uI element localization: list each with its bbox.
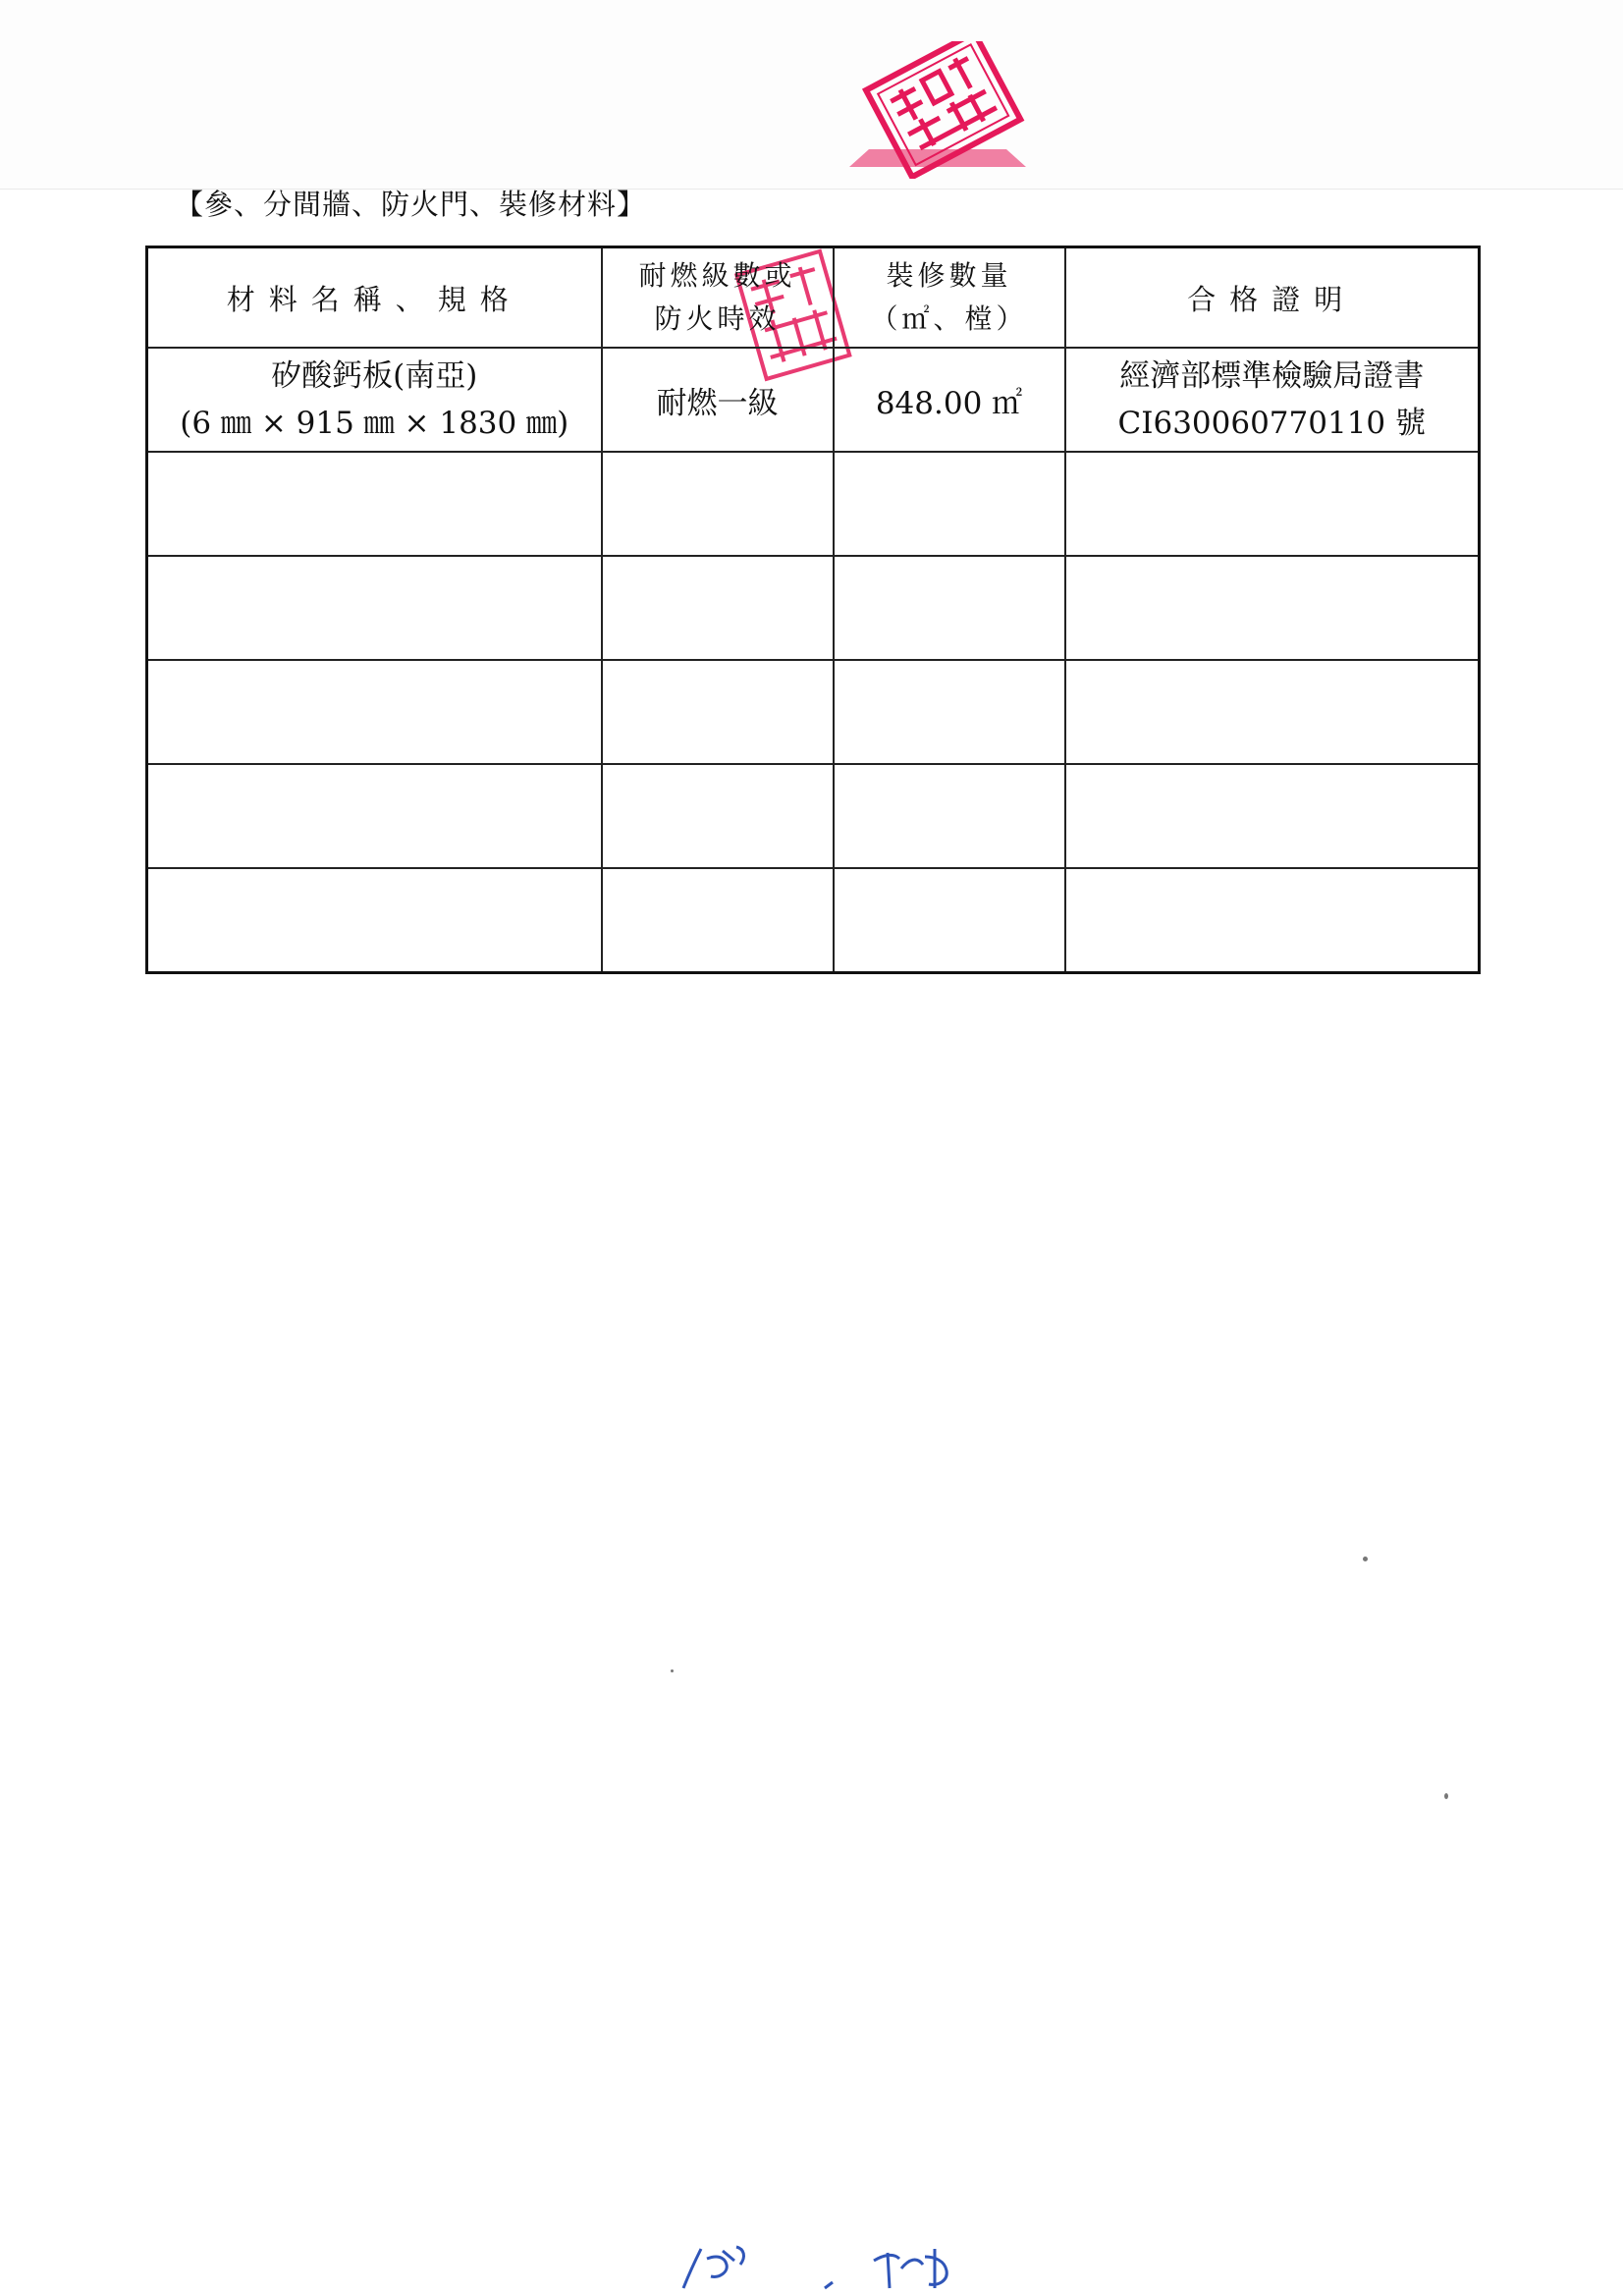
- handwritten-signature: [677, 2239, 1011, 2296]
- table-row: [147, 764, 1480, 868]
- table-row: [147, 556, 1480, 660]
- certificate-issuer: 經濟部標準檢驗局證書: [1119, 358, 1425, 394]
- scan-speck: [1444, 1793, 1448, 1799]
- material-name: 矽酸鈣板(南亞): [271, 358, 478, 394]
- empty-cell: [602, 764, 834, 868]
- empty-cell: [147, 868, 602, 973]
- scan-speck: [671, 1669, 674, 1672]
- quantity-value: 848.00 ㎡: [875, 385, 1023, 421]
- empty-cell: [834, 452, 1065, 556]
- header-material-label: 材料名稱、規格: [226, 282, 522, 316]
- empty-cell: [1065, 764, 1480, 868]
- empty-cell: [147, 452, 602, 556]
- empty-cell: [834, 764, 1065, 868]
- cell-material: [147, 348, 602, 452]
- table-header-row: [147, 247, 1480, 349]
- empty-cell: [1065, 556, 1480, 660]
- header-certificate-label: 合格證明: [1187, 282, 1357, 316]
- table-row: [147, 348, 1480, 452]
- header-fire-rating: [602, 247, 834, 349]
- empty-cell: [602, 556, 834, 660]
- empty-cell: [834, 868, 1065, 973]
- table-row: [147, 868, 1480, 973]
- empty-cell: [147, 660, 602, 764]
- empty-cell: [147, 556, 602, 660]
- header-quantity-line2: （㎡、樘）: [870, 302, 1028, 335]
- section-title: 【參、分間牆、防火門、裝修材料】: [175, 188, 647, 221]
- empty-cell: [602, 452, 834, 556]
- scan-speck: [1363, 1557, 1368, 1561]
- scan-top-band: [0, 0, 1623, 190]
- official-seal-stamp: [830, 41, 1046, 179]
- empty-cell: [147, 764, 602, 868]
- header-quantity-line1: 裝修數量: [886, 259, 1012, 292]
- empty-cell: [602, 660, 834, 764]
- header-quantity: [834, 247, 1065, 349]
- header-fire-rating-line1: 耐燃級數或: [638, 259, 796, 292]
- header-material: [147, 247, 602, 349]
- empty-cell: [1065, 868, 1480, 973]
- header-certificate: [1065, 247, 1480, 349]
- empty-cell: [1065, 452, 1480, 556]
- cell-quantity: [834, 348, 1065, 452]
- cell-certificate: [1065, 348, 1480, 452]
- table-row: [147, 660, 1480, 764]
- certificate-number: CI630060770110 號: [1117, 406, 1426, 441]
- empty-cell: [1065, 660, 1480, 764]
- fire-rating-value: 耐燃一級: [656, 385, 779, 421]
- cell-fire-rating: [602, 348, 834, 452]
- table-row: [147, 452, 1480, 556]
- header-fire-rating-line2: 防火時效: [654, 302, 781, 335]
- materials-table: [145, 246, 1481, 974]
- material-spec: (6 ㎜ × 915 ㎜ × 1830 ㎜): [180, 406, 569, 441]
- empty-cell: [602, 868, 834, 973]
- empty-cell: [834, 556, 1065, 660]
- empty-cell: [834, 660, 1065, 764]
